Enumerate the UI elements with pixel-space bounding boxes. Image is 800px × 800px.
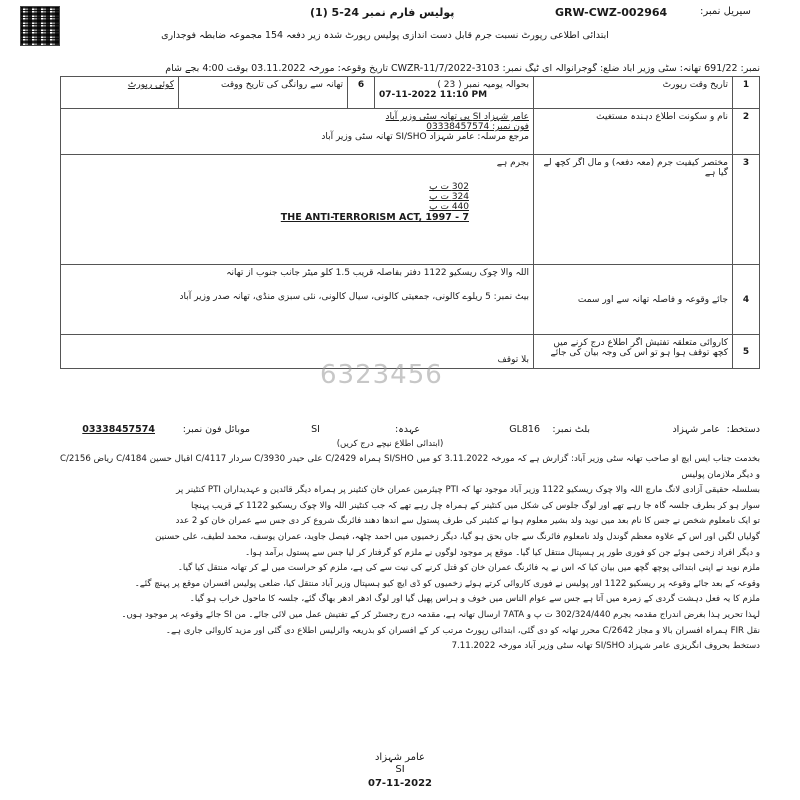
serial-number: GRW-CWZ-002964 [555, 6, 668, 19]
row-value [61, 335, 534, 369]
table-row [61, 77, 760, 109]
narrative-line: نقل FIR ہمراہ افسران بالا و مجاز C/2642 محرر تھانہ کو دی گئی، ابتدائی رپورٹ مرتب کر کے افسران کو بذریعہ وائرلیس اطلاع دی گئی اور مزید کاروائی جاری ہے۔ [165, 625, 760, 636]
departure-value [61, 77, 179, 109]
row-value [61, 109, 534, 155]
officer-phone: 03338457574 [82, 424, 155, 435]
complainant-phone: فون نمبر: 03338457574 [426, 122, 529, 132]
row-label: نام و سکونت اطلاع دہندہ مستغیث [534, 109, 733, 155]
phone-label: موبائل فون نمبر: [182, 424, 250, 435]
signed-label: دستخط: [726, 424, 760, 435]
narrative-line: دستخط بحروف انگریزی عامر شہزاد SI/SHO تھانہ سٹی وزیر آباد مورخہ 7.11.2022 [451, 641, 760, 652]
rank-label: عہدہ: [395, 424, 420, 435]
serial-label: سیریل نمبر: [700, 6, 751, 17]
document-subtitle: ابتدائی اطلاعی رپورٹ نسبت جرم قابل دست اندازی پولیس رپورٹ شدہ زیر دفعہ 154 مجموعہ ضابطہ فوجداری [161, 30, 609, 41]
fir-details-line: نمبر: 691/22 تھانہ: سٹی وزیر آباد ضلع: گوجرانوالہ ای ٹیگ نمبر: CWZR-11/7/2022-3103 تاریخ وقوعہ: مورخہ 03.11.2022 بوقت 4:00 بجے شام [165, 63, 760, 74]
complainant-reference: مرجع مرسلہ: عامر شہزاد SI/SHO تھانہ سٹی وزیر آباد [321, 132, 529, 142]
offence-section: 302 ت پ [429, 182, 469, 192]
row-number: 2 [733, 109, 760, 155]
belt-number: GL816 [509, 424, 540, 435]
row-number: 5 [733, 335, 760, 369]
row-number: 1 [733, 77, 760, 109]
row-number: 4 [733, 265, 760, 335]
beat-details: بیٹ نمبر: 5 ریلوے کالونی، جمعیتی کالونی، سیال کالونی، نئی سبزی منڈی، تھانہ صدر وزیر آباد [179, 292, 529, 302]
narrative-line: ملزم نوید نے اپنی ابتدائی پوچھ گچھ میں بیان کیا کہ اس نے یہ فائرنگ عمران خان کو قتل کرنے کی نیت سے کی ہے، ملزم کو حراست میں لے کر تھانہ منتقل کیا گیا۔ [177, 563, 760, 574]
qr-code-icon [20, 6, 60, 46]
watermark: 6323456 [320, 360, 443, 390]
report-reference: بحوالہ یومیہ نمبر ( 23 ) [437, 80, 529, 90]
narrative-line: تو ایک نامعلوم شخص نے جس کا نام بعد میں نوید ولد بشیر معلوم ہوا نے کنٹینر کی طرف پستول سے اندھا دھند فائرنگ شروع کر دی جس سے عمران خان کو 2 عدد [175, 516, 760, 527]
narrative-line: و دیگر افراد زخمی ہوئے جن کو فوری طور پر ہسپتال منتقل کیا گیا۔ موقع پر موجود لوگوں نے ملزم کو گرفتار کر لیا جس سے پستول برآمد ہوا۔ [245, 547, 760, 558]
signature-name: عامر شہزاد [374, 752, 426, 763]
departure-text: کوئی رپورٹ [127, 80, 174, 90]
table-row [61, 155, 760, 265]
officer-name: عامر شہزاد [672, 424, 720, 435]
offence-heading: بجرم ہے [496, 158, 529, 168]
form-number: پولیس فارم نمبر 24-5 (1) [310, 6, 455, 19]
row-value [61, 155, 534, 265]
narrative-line: وقوعہ کے بعد جائے وقوعہ پر ریسکیو 1122 اور پولیس نے فوری کاروائی کرتے ہوئے زخمیوں کو ڈی ایچ کیو ہسپتال وزیر آباد منتقل کیا، ضلعی پولیس افسران موقع پر پہنچ گئے۔ [134, 578, 760, 589]
offence-section: 324 ت پ [429, 192, 469, 202]
narrative-line: گولیاں لگیں اور اس کے علاوہ معظم گوندل ولد نامعلوم فائرنگ سے جاں بحق ہو گیا، دیگر زخمیوں میں احمد چٹھہ، فیصل جاوید، عمران یوسف، محمد لطیف، علی حسنین [155, 531, 760, 542]
narrative-line: بسلسلہ حقیقی آزادی لانگ مارچ اللہ والا چوک ریسکیو 1122 وزیر آباد موجود تھا کہ PTI چیئرمین عمران خان کنٹینر پر ہمراہ دیگر قائدین و عہدیداران PTI کنٹینر پر [176, 485, 760, 496]
table-row [61, 265, 760, 335]
offence-act: THE ANTI-TERRORISM ACT, 1997 - 7 [280, 212, 469, 223]
signature-date: 07-11-2022 [368, 778, 432, 789]
signature-rank: SI [395, 764, 405, 775]
belt-label: بلٹ نمبر: [552, 424, 590, 435]
row-number: 3 [733, 155, 760, 265]
report-datetime: 07-11-2022 11:10 PM [379, 90, 488, 100]
row-value [375, 77, 534, 109]
row-label: مختصر کیفیت جرم (معہ دفعہ) و مال اگر کچھ لے گیا ہے [534, 155, 733, 265]
delay-reason: بلا توقف [497, 355, 529, 365]
row-label: کاروائی متعلقہ تفتیش اگر اطلاع درج کرنے میں کچھ توقف ہوا ہو تو اس کی وجہ بیان کی جائے [534, 335, 733, 369]
row-value [61, 265, 534, 335]
complainant-name: عامر شہزاد SI پی تھانہ سٹی وزیر آباد [385, 112, 529, 122]
narrative-line: لہذا تحریر ہذا بغرض اندراج مقدمہ بجرم 302/324/440 ت پ و 7ATA ارسال تھانہ ہے، مقدمہ درج رجسٹر کر کے تفتیش عمل میں لائی جائے۔ من SI جائے وقوعہ پر موجود ہوں۔ [121, 609, 760, 620]
narrative-line: سوار ہو کر بطرف جلسہ گاہ جا رہے تھے اور لوگ جلوس کی شکل میں کنٹینر کے ہمراہ چل رہے تھے کہ جب کنٹینر اللہ والا چوک ریسکیو 1122 کے قریب پہنچا [190, 500, 760, 511]
narrative-line: بخدمت جناب ایس ایچ او صاحب تھانہ سٹی وزیر آباد: گزارش ہے کہ مورخہ 3.11.2022 کو میں SI/SHO ہمراہ 2429/C علی حیدر 3930/C سردار 4117/C اقبال حسین 4184/C ریاض 2156/C و دیگر ملازمان پولیس [60, 454, 760, 480]
offence-section: 440 ت پ [429, 202, 469, 212]
fir-table [60, 76, 760, 369]
row-label: تاریخ وقت رپورٹ [534, 77, 733, 109]
row-number: 6 [348, 77, 375, 109]
officer-signature-row [60, 424, 760, 438]
fir-narrative [60, 452, 760, 655]
row-label: جائے وقوعہ و فاصلہ تھانہ سے اور سمت [534, 265, 733, 335]
table-row [61, 109, 760, 155]
place-of-occurrence: اللہ والا چوک ریسکیو 1122 دفتر بفاصلہ قریب 1.5 کلو میٹر جانب جنوب از تھانہ [226, 268, 529, 278]
officer-rank: SI [311, 424, 320, 435]
narrative-line: ملزم کا یہ فعل دہشت گردی کے زمرہ میں آتا ہے جس سے عوام الناس میں خوف و ہراس پھیل گیا اور لوگ ادھر ادھر بھاگ گئے، جلسہ کا ماحول خراب ہو گیا۔ [189, 594, 760, 605]
departure-label: تھانہ سے روانگی کی تاریخ ووقت [179, 77, 348, 109]
narrative-note: (ابتدائی اطلاع نیچے درج کریں) [336, 439, 444, 449]
